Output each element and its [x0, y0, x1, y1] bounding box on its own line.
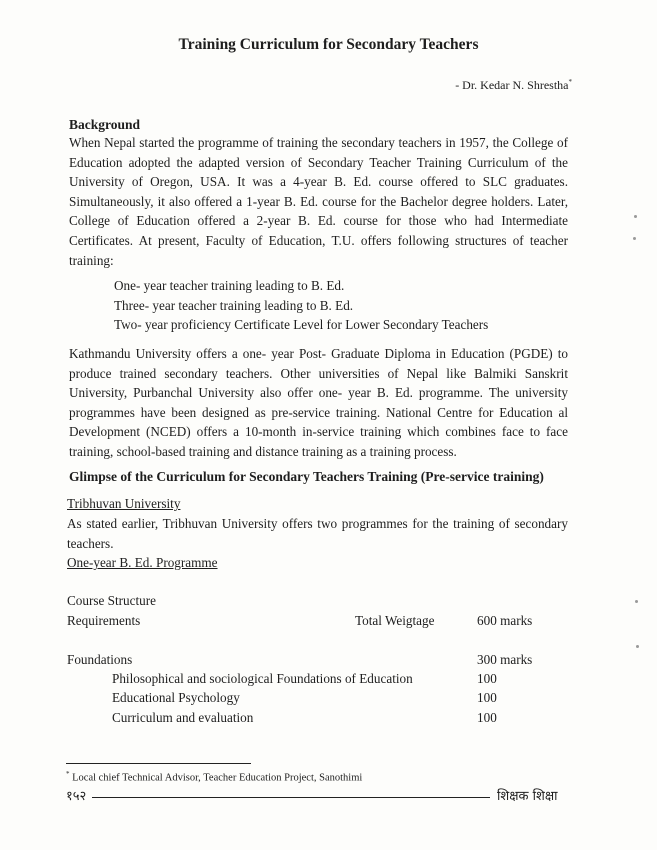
programme-heading: One-year B. Ed. Programme — [67, 555, 218, 570]
background-paragraph-2: Kathmandu University offers a one- year Post- Graduate Diploma in Education (PGDE) to produce trained secondary teachers. Other universities of Nepal like Balmiki Sanskrit University, Purbanchal University also offer one- year B. Ed. programme. The university programmes have been designed as pre-service training. National Centre for Education al Development (NCED) offers a 10-month in-service training which combines face to face training, school-based training and distance training as a training process. — [69, 346, 568, 459]
course-item-marks: 100 — [477, 710, 497, 725]
footer-rule — [92, 797, 490, 798]
total-weightage-value: 600 marks — [477, 613, 533, 628]
footnote-text: Local chief Technical Advisor, Teacher Education Project, Sanothimi — [72, 772, 363, 784]
author-footnote-mark: * — [568, 78, 572, 86]
list-item: One- year teacher training leading to B. Ed. — [114, 278, 345, 293]
course-item-name: Philosophical and sociological Foundations of Education — [112, 671, 413, 686]
tu-paragraph: As stated earlier, Tribhuvan University offers two programmes for the training of secondary teachers. — [67, 516, 568, 551]
course-item-name: Curriculum and evaluation — [112, 710, 254, 725]
page-number: १५२ — [66, 789, 87, 804]
footnote-divider — [66, 763, 251, 764]
scan-speck — [633, 237, 636, 240]
background-heading: Background — [69, 117, 141, 132]
list-item: Two- year proficiency Certificate Level for Lower Secondary Teachers — [114, 317, 489, 333]
scan-speck — [634, 215, 637, 218]
background-paragraph-1: When Nepal started the programme of training the secondary teachers in 1957, the College of Education adopted the adapted version of Secondary Teacher Training Curriculum of the University of Oregon, USA. It was a 4-year B. Ed. course offered to SLC graduates. Simultaneously, it also offered a 1-year B. Ed. course for the Bachelor degree holders. Later, College of Education offered a 2-year B. Ed. course for those who had Intermediate Certificates. At present, Faculty of Education, T.U. offers following structures of teacher training: — [69, 135, 568, 268]
course-item-marks: 100 — [477, 690, 497, 705]
tu-heading: Tribhuvan University — [67, 496, 181, 511]
course-item-marks: 100 — [477, 671, 497, 686]
author-name: - Dr. Kedar N. Shrestha — [455, 78, 569, 92]
scan-speck — [635, 600, 638, 603]
requirements-label: Requirements — [67, 613, 141, 628]
scan-speck — [636, 645, 639, 648]
footnote — [66, 770, 362, 784]
course-structure-label: Course Structure — [67, 593, 156, 608]
foundations-label: Foundations — [67, 652, 133, 667]
total-weightage-label: Total Weigtage — [355, 613, 435, 628]
list-item: Three- year teacher training leading to B. Ed. — [114, 297, 354, 313]
foundations-marks: 300 marks — [477, 652, 533, 667]
training-structures-list — [114, 276, 488, 335]
journal-name: शिक्षक शिक्षा — [497, 789, 558, 804]
glimpse-heading: Glimpse of the Curriculum for Secondary Teachers Training (Pre-service training) — [69, 469, 544, 484]
document-title: Training Curriculum for Secondary Teachers — [178, 36, 479, 53]
author-line — [455, 78, 572, 93]
footnote-mark: * — [66, 770, 70, 778]
course-item-name: Educational Psychology — [112, 690, 240, 705]
